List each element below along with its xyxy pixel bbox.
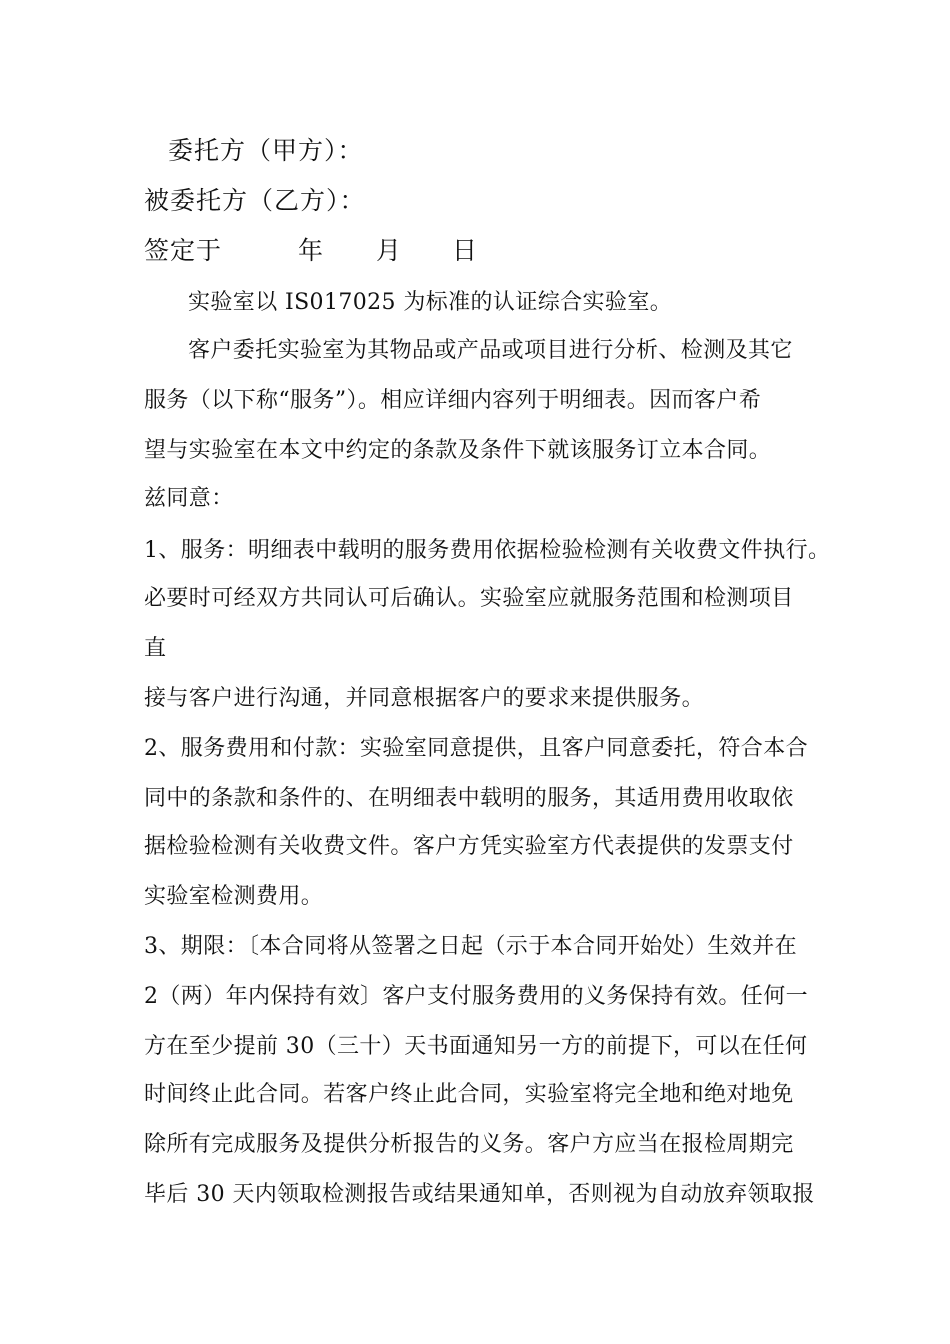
signing-date-line — [144, 236, 479, 266]
contractor-party-label: 被委托方（乙方）： — [144, 186, 366, 215]
paragraph-line: 2（两）年内保持有效〕客户支付服务费用的义务保持有效。任何一 — [144, 984, 808, 1009]
paragraph-line: 接与客户进行沟通，并同意根据客户的要求来提供服务。 — [144, 686, 705, 711]
paragraph-line: 实验室以 IS017025 为标准的认证综合实验室。 — [188, 290, 673, 315]
paragraph-line: 2、服务费用和付款：实验室同意提供，且客户同意委托，符合本合 — [144, 736, 808, 761]
paragraph-line: 实验室检测费用。 — [144, 884, 324, 909]
paragraph-line: 服务（以下称“服务”）。相应详细内容列于明细表。因而客户希 — [144, 388, 762, 413]
day-label: 日 — [452, 236, 479, 265]
paragraph-line: 同中的条款和条件的、在明细表中载明的服务，其适用费用收取依 — [144, 786, 794, 811]
year-label: 年 — [298, 236, 325, 265]
signed-prefix: 签定于 — [144, 236, 223, 265]
paragraph-line: 1、服务：明细表中载明的服务费用依据检验检测有关收费文件执行。 — [144, 538, 831, 563]
paragraph-line: 毕后 30 天内领取检测报告或结果通知单，否则视为自动放弃领取报 — [144, 1182, 815, 1207]
paragraph-line: 据检验检测有关收费文件。客户方凭实验室方代表提供的发票支付 — [144, 834, 794, 859]
paragraph-line: 直 — [144, 636, 167, 661]
paragraph-line: 兹同意： — [144, 486, 234, 511]
paragraph-line: 3、期限：〔本合同将从签署之日起（示于本合同开始处）生效并在 — [144, 934, 797, 959]
paragraph-line: 方在至少提前 30（三十）天书面通知另一方的前提下，可以在任何 — [144, 1034, 808, 1059]
month-label: 月 — [376, 236, 403, 265]
paragraph-line: 时间终止此合同。若客户终止此合同，实验室将完全地和绝对地免 — [144, 1082, 794, 1107]
paragraph-line: 必要时可经双方共同认可后确认。实验室应就服务范围和检测项目 — [144, 586, 794, 611]
client-party-label: 委托方（甲方）： — [168, 136, 364, 165]
paragraph-line: 望与实验室在本文中约定的条款及条件下就该服务订立本合同。 — [144, 438, 772, 463]
paragraph-line: 客户委托实验室为其物品或产品或项目进行分析、检测及其它 — [188, 338, 793, 363]
paragraph-line: 除所有完成服务及提供分析报告的义务。客户方应当在报检周期完 — [144, 1132, 794, 1157]
